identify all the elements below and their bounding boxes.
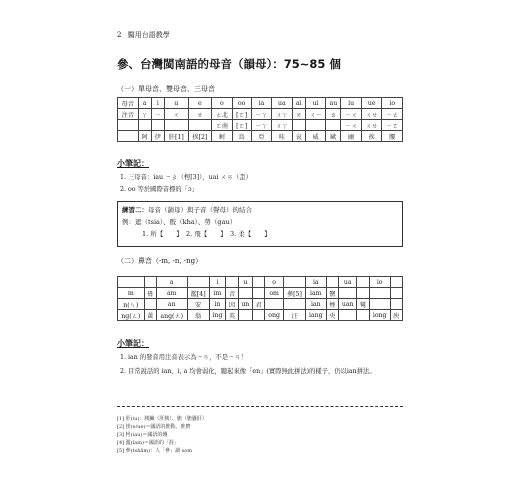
table-cell [188,120,212,131]
table-cell: 哇 [272,131,293,142]
table-cell: 腰 [382,131,403,142]
table-cell: 翁 [187,310,209,321]
table-cell [390,299,402,310]
page-number: 2 [117,31,122,39]
table-cell: 黃 [144,310,156,321]
footnote-divider [117,406,403,407]
table-cell: 英 [226,310,238,321]
table-cell: [ㄛ] [232,109,251,120]
table-cell: ng(ㄥ) [118,310,145,321]
table-cell: in [209,299,226,310]
table-cell [144,277,156,288]
footnote-1: [1] 肝(iu)：胰臟（肝胰）、膽（膽囊肝） [117,416,207,422]
table-cell: ong [265,310,283,321]
table-cell [144,299,156,310]
page-header [117,30,174,40]
footnote-2: [2] 挨(e/ue)＝國語的推動、推擠 [117,424,191,430]
vowel-table-row [118,131,403,142]
table-cell: ing [209,310,226,321]
table-cell: ㄧㄛ [382,120,403,131]
exercise-title-rest: 母音（韻母）與子音（聲母）的結合 [148,206,252,214]
table-cell [226,277,238,288]
table-cell [253,277,265,288]
table-cell [326,120,341,131]
table-cell [118,277,145,288]
table-cell: ㄨㄝ [361,120,382,131]
table-cell: 挨 [361,131,382,142]
table-cell [238,310,252,321]
table-cell: 鹽 [326,288,338,299]
table-cell: ia [251,98,272,109]
exercise-title: 練習二： [122,206,148,214]
vowel-table [117,97,403,142]
table-cell [369,299,390,310]
exercise-example: 例：遮（tsia）、骹（kha）、勞（gau） [122,218,237,226]
table-cell [265,299,283,310]
note-2-item-2: 2. 目常說話的 ian、i, a 均會弱化，聽起來像「en」(實際無此拼法)的樣子，仍以ian拼法。 [120,368,376,375]
footnote-3: [3] 枵(iau)＝國語的餓 [117,432,168,438]
table-cell: n(ㄣ) [118,299,145,310]
table-cell: 母音 [118,98,139,109]
table-cell: 威 [305,131,326,142]
table-cell: 歐 [326,131,341,142]
table-cell [283,299,305,310]
table-cell: ㄝ [188,109,212,120]
table-cell [118,131,139,142]
table-cell: o [265,277,283,288]
table-cell: 伊 [151,131,164,142]
table-cell: u [164,98,188,109]
table-cell: 注音 [118,109,139,120]
table-cell [187,277,209,288]
table-cell [292,120,305,131]
table-cell: 幽 [341,131,362,142]
table-cell [238,288,252,299]
table-cell: u [238,277,252,288]
exercise-box [117,201,403,247]
table-cell [138,120,151,131]
note-1-item-2: 2. oo 等於國際音標的「ɔ」 [120,186,198,193]
table-cell: 因 [226,299,238,310]
table-cell: 央 [326,310,338,321]
table-cell: un [238,299,252,310]
table-cell: 煙 [326,299,338,310]
table-cell: ㄛ南 [212,120,233,131]
table-cell: io [382,98,403,109]
table-cell: iang [305,310,326,321]
table-cell: ㄨㄚ [272,109,293,120]
table-cell: ai [292,98,305,109]
table-cell: 君 [253,299,265,310]
nasal-table-row [118,277,403,288]
table-cell: om [265,288,283,299]
table-cell: am [156,288,187,299]
table-cell: oo [232,98,251,109]
table-cell: ua [338,277,356,288]
table-cell [283,277,305,288]
table-cell: an [156,299,187,310]
table-cell: 安 [187,299,209,310]
table-cell: ian [305,299,326,310]
table-cell: ㄧㄨ [341,120,362,131]
table-cell: 烏 [232,131,251,142]
nasal-table-row [118,288,403,299]
table-cell: m [118,288,145,299]
table-cell: ㄧㄚ [251,120,272,131]
table-cell: ㄜ北 [212,109,233,120]
table-cell: ㄞ [292,109,305,120]
table-cell: ㄧㄜ [382,109,403,120]
table-cell: ㄧㄨ [341,109,362,120]
table-cell: 音 [226,288,238,299]
table-cell: ua [272,98,293,109]
table-cell: i [151,98,164,109]
table-cell: uan [338,299,356,310]
note-1-item-1: 1. 三母音：iau ㄧㄠ（枵[3]），uai ㄨㄞ（歪） [120,174,252,181]
table-cell: o [212,98,233,109]
table-cell: ㄨㄧ [305,109,326,120]
table-cell: au [326,98,341,109]
table-cell [390,288,402,299]
table-cell: i [209,277,226,288]
table-cell [305,120,326,131]
table-cell: iam [305,288,326,299]
notes-title-1: 小筆記： [117,158,149,168]
table-cell [118,120,139,131]
vowel-table-row [118,98,403,109]
footnote-4: [4] 濫(lam)＝國語的「混」 [117,440,179,446]
table-cell [369,288,390,299]
table-cell [357,310,369,321]
table-cell: ㄧ [151,109,164,120]
table-cell: e [188,98,212,109]
table-cell: 濫[4] [187,288,209,299]
table-cell: a [156,277,187,288]
table-cell: ㄧㄚ [251,109,272,120]
table-cell [338,288,356,299]
section-title: 參、台灣閩南語的母音（韻母）：75~85 個 [117,57,341,71]
table-cell: 挨[2] [188,131,212,142]
subsection-nasals: （二）鼻音（-m, -n, -ng） [117,257,203,265]
table-cell: ue [361,98,382,109]
table-cell: 泱 [390,310,402,321]
table-cell: a [138,98,151,109]
table-cell: 毋 [144,288,156,299]
table-cell: ㄨ [164,109,188,120]
table-cell [390,277,402,288]
table-cell: ui [305,98,326,109]
notes-title-2: 小筆記： [117,338,149,348]
table-cell [326,277,338,288]
table-cell: ㄠ [326,109,341,120]
note-2-item-1: 1. ian 的發音用注音表示為ㄧㄢ，不是ㄧㄢ！ [120,354,247,361]
table-cell [253,288,265,299]
subsection-vowels: （一）單母音、雙母音、三母音 [117,85,215,93]
table-cell [151,120,164,131]
exercise-blanks: 1. 所【 】 2. 飛【 】 3. 柔【 】 [142,230,271,238]
table-cell: io [369,277,390,288]
table-cell: [ㄛ] [232,120,251,131]
table-cell: 汪 [283,310,305,321]
table-cell: ia [305,277,326,288]
table-cell: 哀 [292,131,305,142]
table-cell: 肝[1] [164,131,188,142]
vowel-table-row [118,109,403,120]
table-cell: iong [369,310,390,321]
table-cell: ㄚ [138,109,151,120]
table-cell: ang(ㄤ) [156,310,187,321]
nasal-table [117,276,403,321]
table-cell [357,277,369,288]
table-cell: ㄨㄝ [361,109,382,120]
nasal-table-row [118,310,403,321]
vowel-table-row [118,120,403,131]
table-cell [164,120,188,131]
table-cell: im [209,288,226,299]
table-cell [253,310,265,321]
table-cell [357,288,369,299]
table-cell: 參[5] [283,288,305,299]
table-cell: 蚵 [212,131,233,142]
table-cell [338,310,356,321]
table-cell: iu [341,98,362,109]
table-cell: 阿 [138,131,151,142]
table-cell: 亞 [251,131,272,142]
book-title: 醫用台語教學 [127,31,170,39]
nasal-table-row [118,299,403,310]
table-cell: 彎 [357,299,369,310]
footnote-5: [5] 參(tshām)：人「參」讀 som [117,448,192,454]
table-cell: ㄨㄚ [272,120,293,131]
